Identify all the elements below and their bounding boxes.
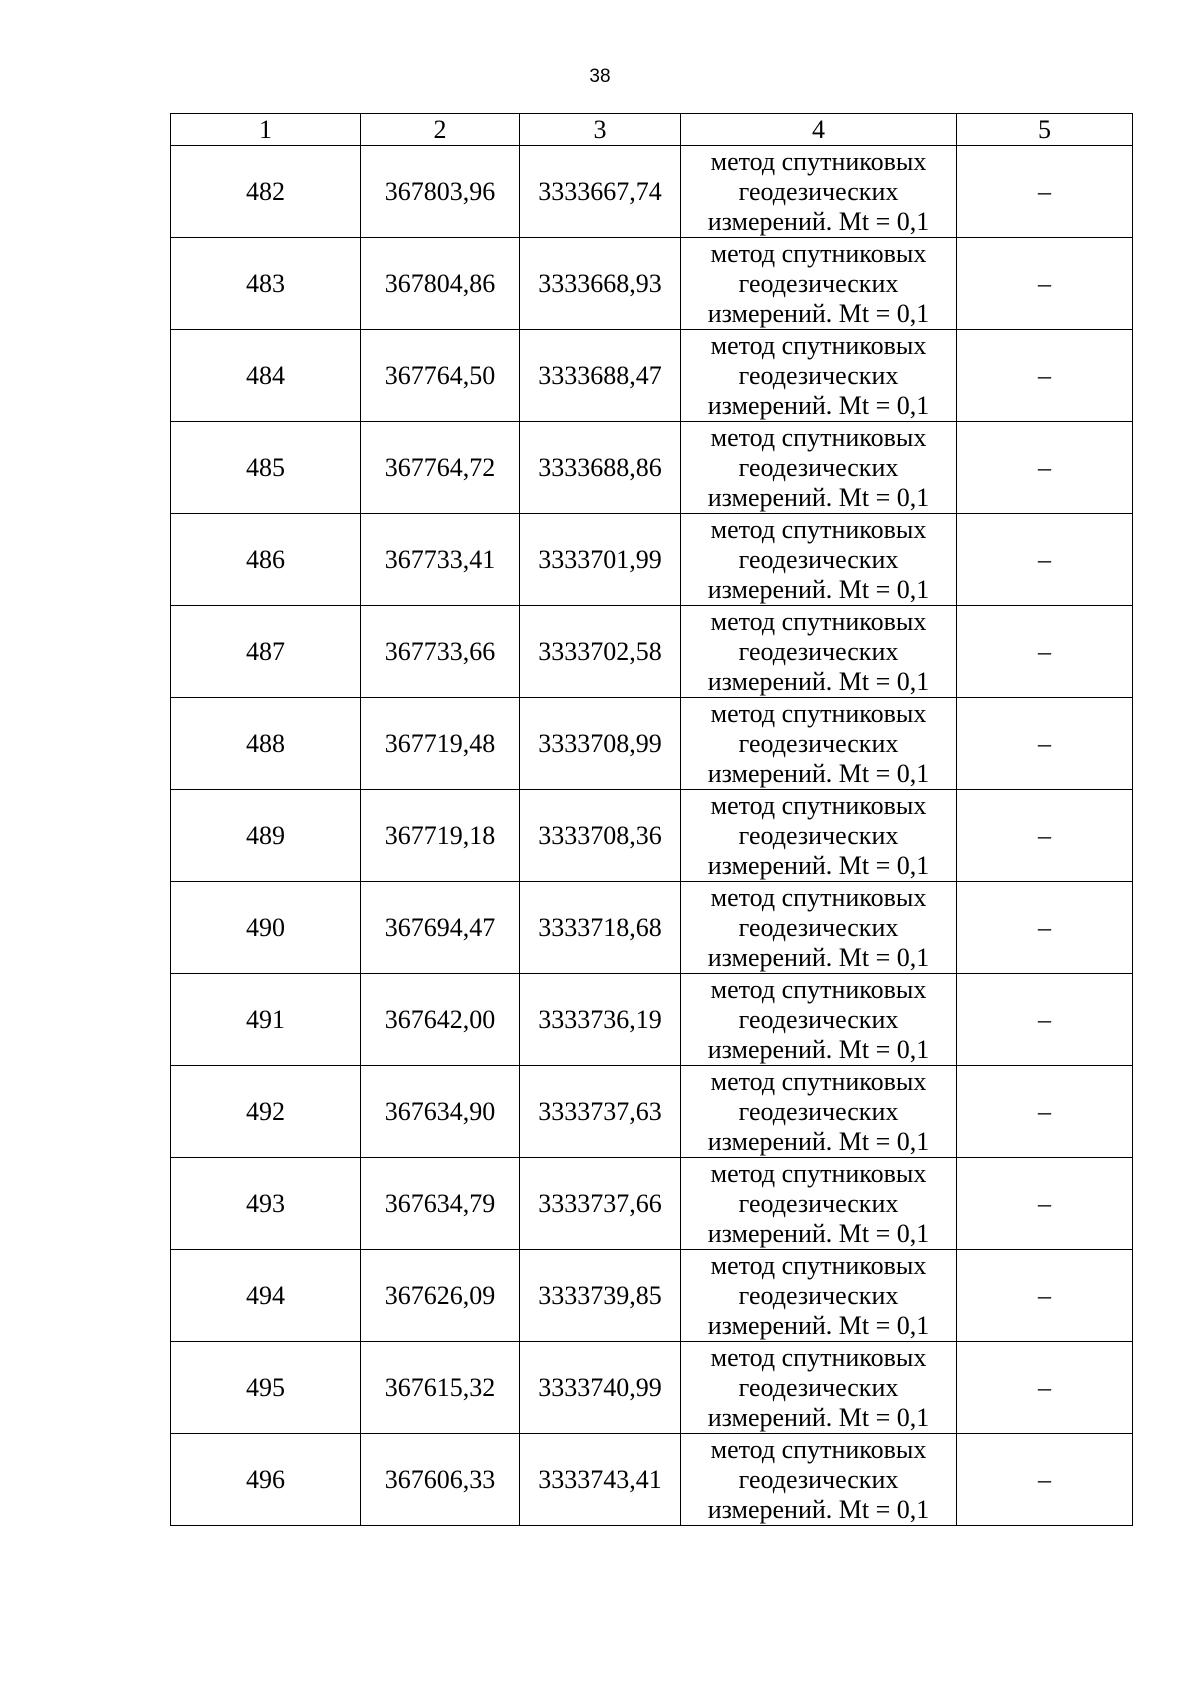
note-cell: – (957, 790, 1133, 882)
column-header: 5 (957, 114, 1133, 146)
method-text-line: геодезических (738, 1464, 899, 1494)
table-row (171, 514, 1133, 606)
method-cell (681, 238, 957, 330)
point-number-cell: 493 (171, 1158, 361, 1250)
method-text-line: измерений. Mt = 0,1 (707, 390, 930, 420)
table-row (171, 146, 1133, 238)
x-coordinate-cell: 367733,41 (361, 514, 520, 606)
note-cell: – (957, 698, 1133, 790)
point-number-cell: 483 (171, 238, 361, 330)
method-text-line: измерений. Mt = 0,1 (707, 850, 930, 880)
method-cell (681, 146, 957, 238)
column-header: 3 (520, 114, 681, 146)
method-text-line: измерений. Mt = 0,1 (707, 758, 930, 788)
method-cell (681, 1250, 957, 1342)
point-number-cell: 496 (171, 1434, 361, 1526)
point-number-cell: 486 (171, 514, 361, 606)
method-text-line: метод спутниковых (710, 698, 927, 728)
table-row (171, 330, 1133, 422)
method-text-line: геодезических (738, 1280, 899, 1310)
y-coordinate-cell: 3333702,58 (520, 606, 681, 698)
point-number-cell: 484 (171, 330, 361, 422)
table-row (171, 1066, 1133, 1158)
point-number-cell: 492 (171, 1066, 361, 1158)
y-coordinate-cell: 3333743,41 (520, 1434, 681, 1526)
method-text-line: измерений. Mt = 0,1 (707, 1494, 930, 1524)
y-coordinate-cell: 3333708,99 (520, 698, 681, 790)
y-coordinate-cell: 3333736,19 (520, 974, 681, 1066)
table-row (171, 790, 1133, 882)
method-text-line: метод спутниковых (710, 1434, 927, 1464)
note-cell: – (957, 238, 1133, 330)
table-body (171, 146, 1133, 1526)
note-cell: – (957, 330, 1133, 422)
note-cell: – (957, 1066, 1133, 1158)
method-text-line: метод спутниковых (710, 1158, 927, 1188)
method-cell (681, 330, 957, 422)
method-text-line: метод спутниковых (710, 882, 927, 912)
y-coordinate-cell: 3333737,66 (520, 1158, 681, 1250)
page-number: 38 (589, 66, 611, 87)
method-cell (681, 698, 957, 790)
method-text-line: метод спутниковых (710, 1066, 927, 1096)
y-coordinate-cell: 3333708,36 (520, 790, 681, 882)
method-text-line: геодезических (738, 1096, 899, 1126)
x-coordinate-cell: 367634,79 (361, 1158, 520, 1250)
method-text-line: геодезических (738, 636, 899, 666)
point-number-cell: 488 (171, 698, 361, 790)
y-coordinate-cell: 3333737,63 (520, 1066, 681, 1158)
x-coordinate-cell: 367764,72 (361, 422, 520, 514)
method-text-line: измерений. Mt = 0,1 (707, 666, 930, 696)
method-text-line: метод спутниковых (710, 1342, 927, 1372)
point-number-cell: 491 (171, 974, 361, 1066)
point-number-cell: 482 (171, 146, 361, 238)
note-cell: – (957, 514, 1133, 606)
method-cell (681, 790, 957, 882)
method-text-line: метод спутниковых (710, 146, 927, 176)
table-row (171, 882, 1133, 974)
method-text-line: измерений. Mt = 0,1 (707, 1402, 930, 1432)
method-text-line: измерений. Mt = 0,1 (707, 942, 930, 972)
x-coordinate-cell: 367764,50 (361, 330, 520, 422)
point-number-cell: 494 (171, 1250, 361, 1342)
method-text-line: геодезических (738, 1372, 899, 1402)
method-cell (681, 514, 957, 606)
method-text-line: геодезических (738, 1004, 899, 1034)
column-header: 2 (361, 114, 520, 146)
x-coordinate-cell: 367719,48 (361, 698, 520, 790)
method-text-line: измерений. Mt = 0,1 (707, 298, 930, 328)
method-text-line: измерений. Mt = 0,1 (707, 574, 930, 604)
method-text-line: метод спутниковых (710, 974, 927, 1004)
method-text-line: геодезических (738, 912, 899, 942)
point-number-cell: 487 (171, 606, 361, 698)
point-number-cell: 489 (171, 790, 361, 882)
y-coordinate-cell: 3333701,99 (520, 514, 681, 606)
y-coordinate-cell: 3333740,99 (520, 1342, 681, 1434)
table-row (171, 422, 1133, 514)
table-header-row (171, 114, 1133, 146)
point-number-cell: 490 (171, 882, 361, 974)
note-cell: – (957, 1434, 1133, 1526)
method-cell (681, 882, 957, 974)
point-number-cell: 485 (171, 422, 361, 514)
method-cell (681, 1158, 957, 1250)
x-coordinate-cell: 367719,18 (361, 790, 520, 882)
method-text-line: геодезических (738, 452, 899, 482)
method-text-line: метод спутниковых (710, 330, 927, 360)
method-text-line: измерений. Mt = 0,1 (707, 1126, 930, 1156)
x-coordinate-cell: 367634,90 (361, 1066, 520, 1158)
method-text-line: измерений. Mt = 0,1 (707, 1218, 930, 1248)
method-text-line: метод спутниковых (710, 1250, 927, 1280)
table-row (171, 1342, 1133, 1434)
note-cell: – (957, 1250, 1133, 1342)
method-cell (681, 1434, 957, 1526)
y-coordinate-cell: 3333739,85 (520, 1250, 681, 1342)
method-text-line: метод спутниковых (710, 790, 927, 820)
method-text-line: метод спутниковых (710, 238, 927, 268)
method-cell (681, 1066, 957, 1158)
method-text-line: измерений. Mt = 0,1 (707, 482, 930, 512)
y-coordinate-cell: 3333667,74 (520, 146, 681, 238)
y-coordinate-cell: 3333688,86 (520, 422, 681, 514)
table-row (171, 974, 1133, 1066)
method-cell (681, 422, 957, 514)
y-coordinate-cell: 3333688,47 (520, 330, 681, 422)
coordinates-table (170, 113, 1133, 1526)
note-cell: – (957, 606, 1133, 698)
y-coordinate-cell: 3333718,68 (520, 882, 681, 974)
method-text-line: геодезических (738, 1188, 899, 1218)
method-text-line: геодезических (738, 176, 899, 206)
method-text-line: геодезических (738, 360, 899, 390)
method-text-line: геодезических (738, 820, 899, 850)
method-cell (681, 974, 957, 1066)
point-number-cell: 495 (171, 1342, 361, 1434)
method-text-line: метод спутниковых (710, 606, 927, 636)
column-header: 4 (681, 114, 957, 146)
x-coordinate-cell: 367606,33 (361, 1434, 520, 1526)
note-cell: – (957, 1342, 1133, 1434)
method-text-line: метод спутниковых (710, 514, 927, 544)
x-coordinate-cell: 367804,86 (361, 238, 520, 330)
note-cell: – (957, 1158, 1133, 1250)
note-cell: – (957, 882, 1133, 974)
x-coordinate-cell: 367642,00 (361, 974, 520, 1066)
y-coordinate-cell: 3333668,93 (520, 238, 681, 330)
x-coordinate-cell: 367733,66 (361, 606, 520, 698)
method-text-line: геодезических (738, 728, 899, 758)
table-row (171, 606, 1133, 698)
method-text-line: геодезических (738, 544, 899, 574)
x-coordinate-cell: 367803,96 (361, 146, 520, 238)
method-text-line: измерений. Mt = 0,1 (707, 1310, 930, 1340)
method-text-line: измерений. Mt = 0,1 (707, 1034, 930, 1064)
note-cell: – (957, 422, 1133, 514)
note-cell: – (957, 974, 1133, 1066)
x-coordinate-cell: 367626,09 (361, 1250, 520, 1342)
x-coordinate-cell: 367615,32 (361, 1342, 520, 1434)
method-cell (681, 606, 957, 698)
x-coordinate-cell: 367694,47 (361, 882, 520, 974)
column-header: 1 (171, 114, 361, 146)
method-cell (681, 1342, 957, 1434)
table-row (171, 238, 1133, 330)
table-row (171, 1158, 1133, 1250)
method-text-line: геодезических (738, 268, 899, 298)
method-text-line: измерений. Mt = 0,1 (707, 206, 930, 236)
note-cell: – (957, 146, 1133, 238)
table-row (171, 698, 1133, 790)
table-row (171, 1434, 1133, 1526)
method-text-line: метод спутниковых (710, 422, 927, 452)
table-row (171, 1250, 1133, 1342)
